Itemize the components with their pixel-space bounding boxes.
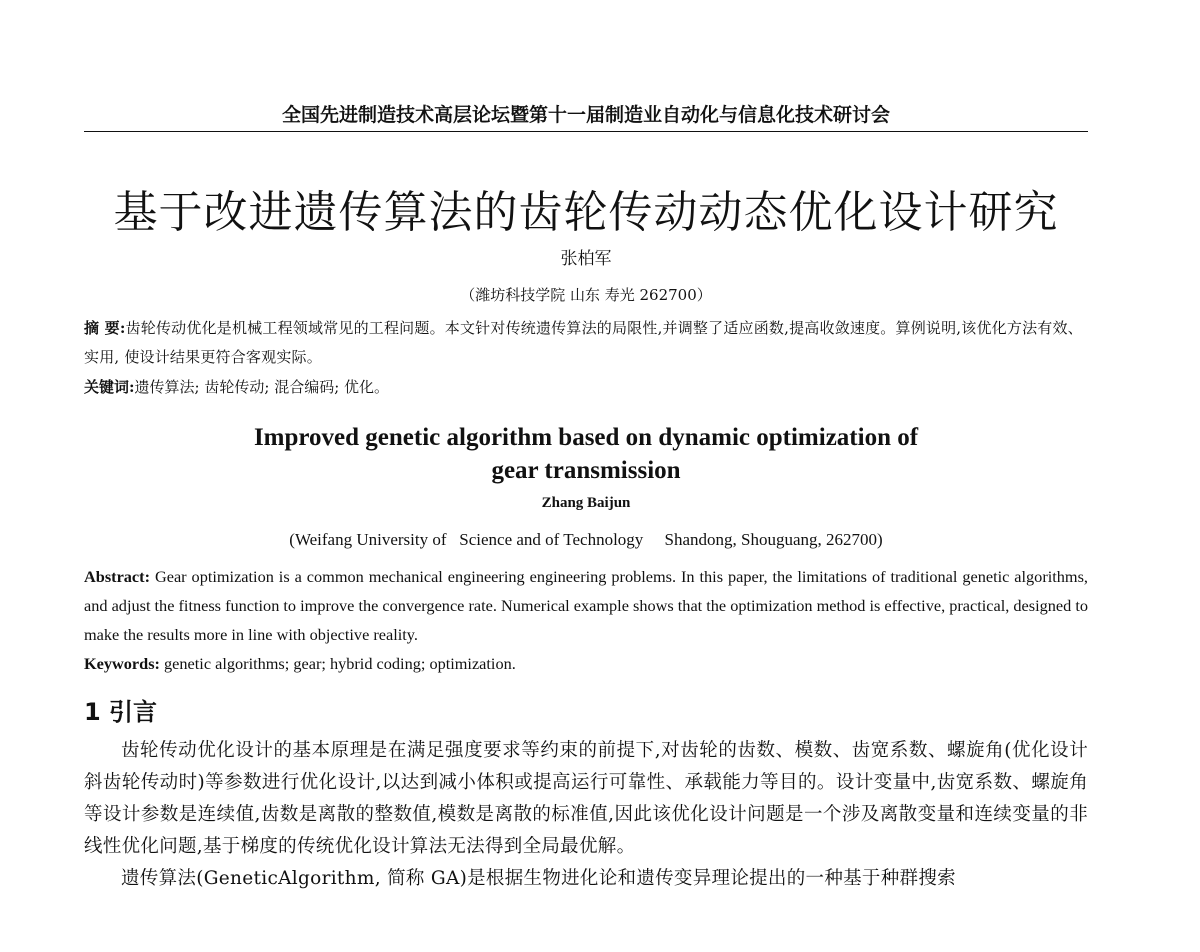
paper-title-en-line1: Improved genetic algorithm based on dynamic optimization of (253, 424, 919, 451)
paper-title-cn: 基于改进遗传算法的齿轮传动动态优化设计研究 (113, 187, 1059, 238)
body-paragraph: 齿轮传动优化设计的基本原理是在满足强度要求等约束的前提下,对齿轮的齿数、模数、齿宽系数、螺旋角(优化设计斜齿轮传动时)等参数进行优化设计,以达到减小体积或提高运行可靠性、承载能力等目的。设计变量中,齿宽系数、螺旋角等设计参数是连续值,齿数是离散的整数值,模数是离散的标准值,因此该优化设计问题是一个涉及离散变量和连续变量的非线性优化问题,基于梯度的传统优化设计算法无法得到全局最优解。 (84, 740, 1088, 857)
affiliation-en: (Weifang University of Science and of Technology Shandong, Shouguang, 262700) (289, 530, 883, 549)
abstract-en (84, 562, 1088, 649)
abstract-cn-label: 摘 要: (84, 319, 126, 337)
header-rule (84, 131, 1088, 132)
paper-title-en-line2: gear transmission (491, 457, 681, 484)
keywords-cn (84, 373, 1088, 402)
abstract-cn (84, 314, 1088, 372)
abstract-en-text: Gear optimization is a common mechanical engineering engineering problems. In this paper, the limitations of traditional genetic algorithms, and adjust the fitness function to improve the convergence rate. Numerical example shows that the optimization method is effective, practical, designed to make the results more in line with objective reality. (84, 567, 1088, 644)
paper-title-en (84, 421, 1088, 487)
conference-header: 全国先进制造技术高层论坛暨第十一届制造业自动化与信息化技术研讨会 (281, 104, 890, 126)
keywords-en (84, 649, 1088, 678)
affiliation-cn: （潍坊科技学院 山东 寿光 262700） (460, 286, 712, 304)
author-en: Zhang Baijun (541, 495, 631, 511)
body-paragraph: 遗传算法(GeneticAlgorithm, 简称 GA)是根据生物进化论和遗传变异理论提出的一种基于种群搜索 (121, 868, 956, 889)
abstract-cn-text: 齿轮传动优化是机械工程领域常见的工程问题。本文针对传统遗传算法的局限性,并调整了适应函数,提高收敛速度。算例说明,该优化方法有效、实用, 使设计结果更符合客观实际。 (84, 319, 1083, 366)
keywords-en-label: Keywords: (84, 654, 160, 673)
section-body (84, 735, 1088, 895)
abstract-en-label: Abstract: (84, 567, 151, 586)
keywords-en-text: genetic algorithms; gear; hybrid coding; optimization. (159, 654, 516, 673)
keywords-cn-text: 遗传算法; 齿轮传动; 混合编码; 优化。 (134, 378, 390, 396)
section-heading-introduction: 1 引言 (84, 698, 158, 726)
keywords-cn-label: 关键词: (84, 378, 135, 396)
author-cn: 张柏军 (560, 249, 612, 269)
